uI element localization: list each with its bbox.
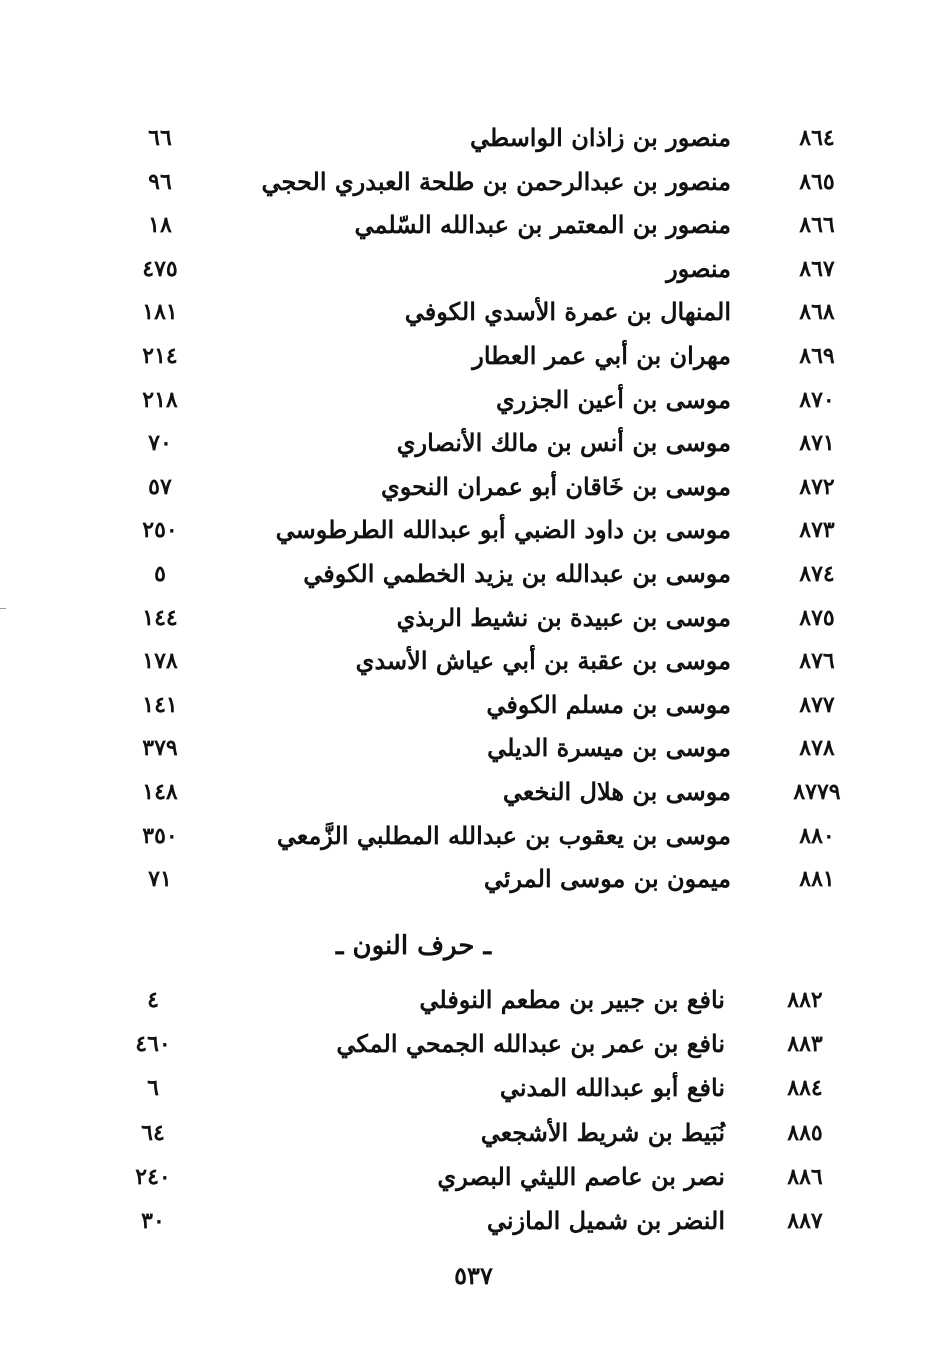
index-entry — [0, 336, 947, 376]
index-entry — [0, 980, 947, 1020]
entry-page-ref: ٩٦ — [148, 168, 172, 195]
entry-name: موسى بن عقبة بن أبي عياش الأسدي — [355, 646, 731, 676]
entry-page-ref: ٣٠ — [141, 1208, 165, 1234]
entry-number: ٨٧٢ — [799, 473, 835, 500]
entry-name: مهران بن أبي عمر العطار — [472, 341, 731, 370]
entry-name: موسى بن أعين الجزري — [496, 384, 731, 414]
section-heading-nun: ـ حرف النون ـ — [335, 931, 492, 961]
entry-page-ref: ٦ — [147, 1075, 159, 1102]
index-entry — [0, 685, 947, 725]
entry-page-ref: ٢١٨ — [142, 386, 178, 413]
entry-number: ٨٨١ — [799, 866, 835, 893]
entry-page-ref: ٥٧ — [148, 473, 172, 500]
entry-number: ٨٧٦ — [799, 648, 835, 675]
entry-number: ٨٧٧٩ — [793, 779, 841, 805]
entry-page-ref: ١٧٨ — [142, 648, 178, 675]
entry-number: ٨٦٨ — [799, 299, 835, 326]
entry-number: ٨٦٥ — [799, 168, 835, 195]
entry-page-ref: ٧١ — [148, 866, 172, 893]
index-entry — [0, 1201, 947, 1241]
entry-page-ref: ٤٧٥ — [142, 255, 178, 282]
entry-name: موسى بن داود الضبي أبو عبدالله الطرطوسي — [275, 515, 731, 545]
entry-name: المنهال بن عمرة الأسدي الكوفي — [404, 297, 731, 327]
entry-number: ٨٨٢ — [787, 987, 823, 1013]
index-entry — [0, 205, 947, 245]
index-entry — [0, 1024, 947, 1064]
entry-number: ٨٧٠ — [799, 386, 835, 413]
index-entry — [0, 859, 947, 899]
entry-name: موسى بن خَاقان أبو عمران النحوي — [380, 471, 731, 501]
index-entry — [0, 423, 947, 463]
entry-page-ref: ٣٥٠ — [142, 822, 178, 849]
entry-name: موسى بن عبيدة بن نشيط الربذي — [396, 602, 731, 632]
entry-name: النضر بن شميل المازني — [486, 1206, 725, 1235]
entry-number: ٨٨٦ — [787, 1163, 823, 1190]
entry-number: ٨٧٧ — [799, 691, 835, 718]
entry-number: ٨٧١ — [799, 430, 835, 457]
entry-page-ref: ٢٥٠ — [142, 517, 178, 544]
entry-name: نُبَيط بن شريط الأشجعي — [480, 1117, 725, 1147]
entry-page-ref: ٢٤٠ — [135, 1163, 171, 1190]
entry-name: موسى بن يعقوب بن عبدالله المطلبي الزَّمعي — [276, 820, 731, 850]
entry-page-ref: ٣٧٩ — [142, 735, 178, 762]
entry-name: ميمون بن موسى المرئي — [483, 864, 731, 894]
entry-page-ref: ٤ — [147, 987, 159, 1013]
index-entry — [0, 772, 947, 812]
index-entry — [0, 118, 947, 158]
index-entry — [0, 1113, 947, 1153]
entry-page-ref: ٥ — [154, 561, 166, 587]
entry-number: ٨٧٨ — [799, 735, 835, 762]
entry-name: نصر بن عاصم الليثي البصري — [437, 1161, 725, 1191]
index-entry — [0, 554, 947, 594]
entry-name: منصور بن عبدالرحمن بن طلحة العبدري الحجي — [261, 166, 731, 196]
entry-number: ٨٦٧ — [799, 255, 835, 282]
entry-number: ٨٧٥ — [799, 604, 835, 631]
entry-name: منصور — [666, 253, 731, 283]
entry-page-ref: ٧٠ — [148, 430, 172, 457]
entry-number: ٨٨٧ — [787, 1208, 823, 1234]
entry-name: موسى بن ميسرة الديلي — [487, 733, 731, 763]
index-entry — [0, 249, 947, 289]
index-entry — [0, 162, 947, 202]
entry-number: ٨٨٥ — [787, 1119, 823, 1146]
index-entry — [0, 598, 947, 638]
index-entry — [0, 510, 947, 550]
index-entry — [0, 1068, 947, 1108]
entry-number: ٨٦٤ — [799, 125, 835, 151]
entry-name: موسى بن هلال النخعي — [502, 777, 731, 806]
entry-page-ref: ١٨ — [148, 212, 172, 239]
entry-number: ٨٨٠ — [799, 822, 835, 849]
entry-page-ref: ٦٤ — [141, 1119, 165, 1146]
entry-number: ٨٨٤ — [787, 1075, 823, 1102]
entry-name: نافع أبو عبدالله المدني — [499, 1073, 725, 1103]
entry-number: ٨٦٩ — [799, 343, 835, 369]
index-entry — [0, 1157, 947, 1197]
entry-name: موسى بن مسلم الكوفي — [486, 689, 731, 719]
index-entry — [0, 728, 947, 768]
index-entry — [0, 292, 947, 332]
index-entry — [0, 380, 947, 420]
index-entry — [0, 816, 947, 856]
entry-name: موسى بن عبدالله بن يزيد الخطمي الكوفي — [303, 559, 731, 588]
entry-page-ref: ٦٦ — [148, 125, 172, 151]
entry-page-ref: ١٤٤ — [142, 604, 178, 631]
entry-name: نافع بن جبير بن مطعم النوفلي — [419, 985, 725, 1014]
entry-number: ٨٧٤ — [799, 561, 835, 587]
index-entry — [0, 641, 947, 681]
entry-number: ٨٧٣ — [799, 517, 835, 544]
index-entry — [0, 467, 947, 507]
page-number: ٥٣٧ — [454, 1261, 493, 1290]
entry-page-ref: ١٤٨ — [142, 779, 178, 805]
entry-name: موسى بن أنس بن مالك الأنصاري — [396, 428, 731, 458]
entry-page-ref: ٢١٤ — [142, 343, 178, 369]
entry-name: منصور بن زاذان الواسطي — [470, 123, 731, 152]
entry-page-ref: ١٨١ — [142, 299, 178, 326]
entry-name: نافع بن عمر بن عبدالله الجمحي المكي — [336, 1029, 725, 1059]
entry-name: منصور بن المعتمر بن عبدالله السّلمي — [354, 210, 731, 240]
entry-page-ref: ٤٦٠ — [135, 1031, 171, 1058]
entry-page-ref: ١٤١ — [142, 691, 178, 718]
entry-number: ٨٨٣ — [787, 1031, 823, 1058]
entry-number: ٨٦٦ — [799, 212, 835, 239]
